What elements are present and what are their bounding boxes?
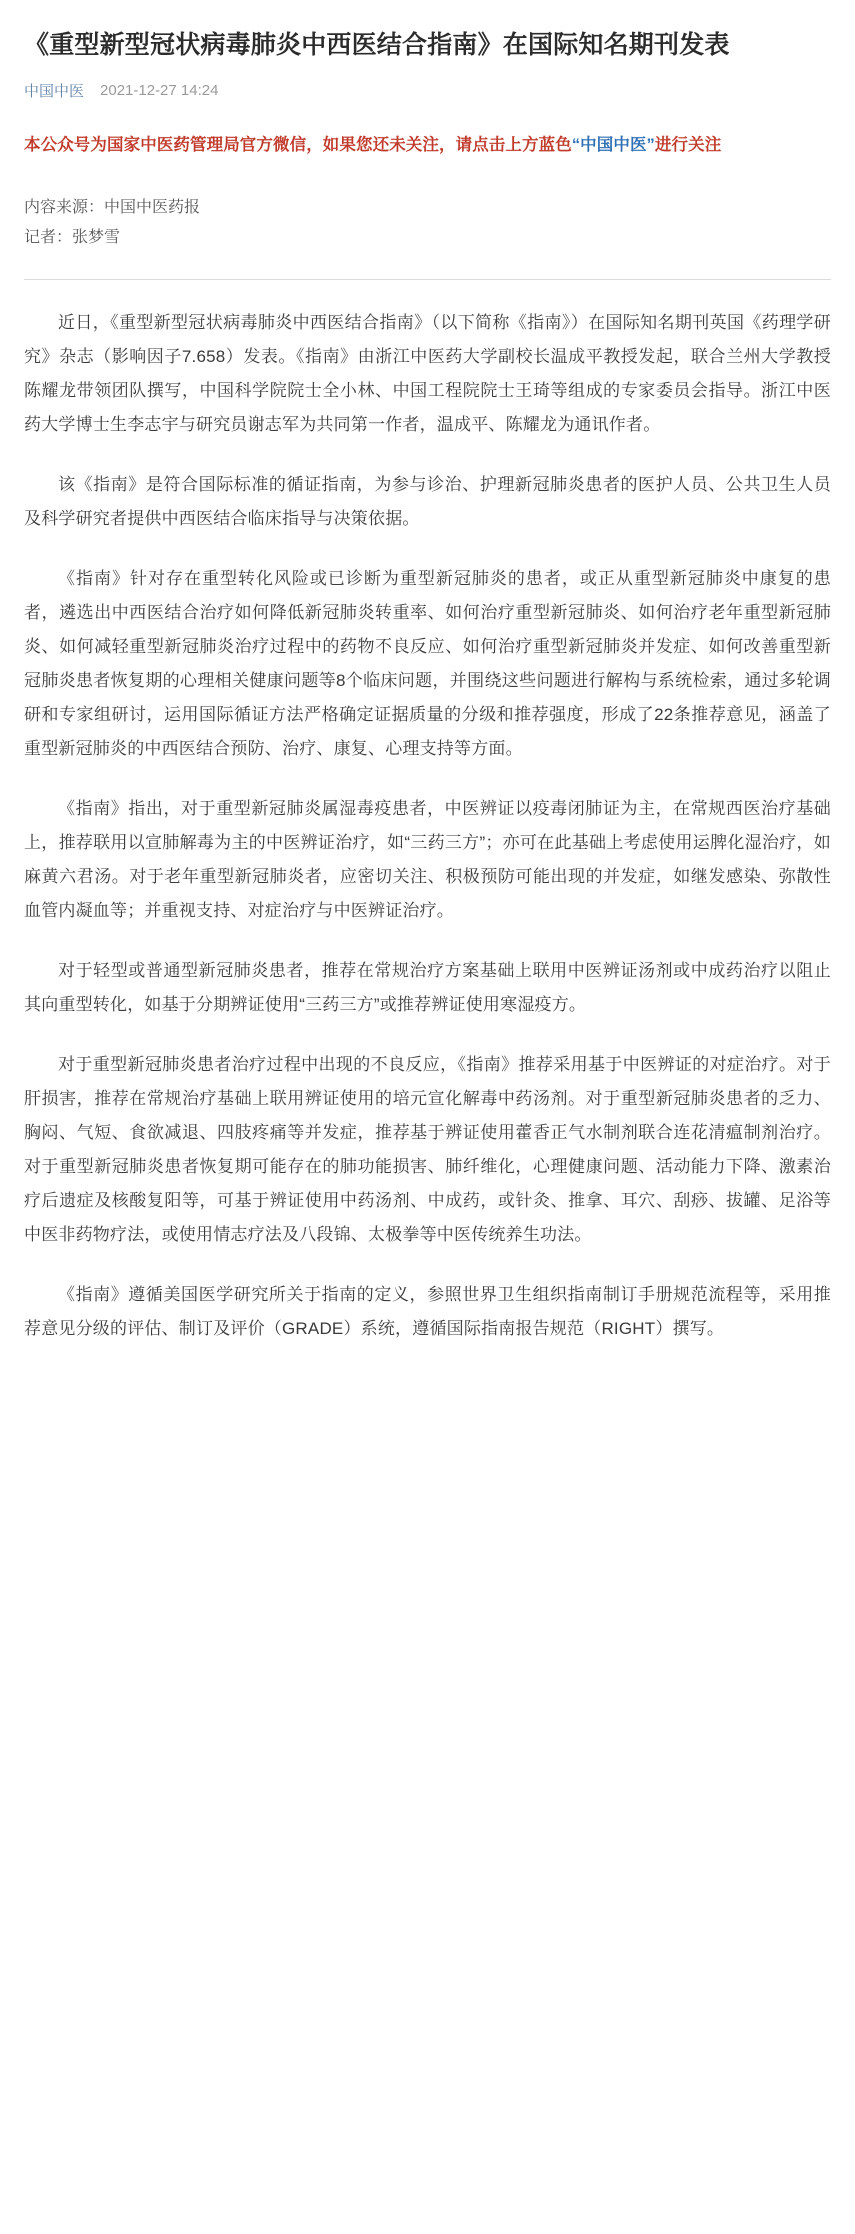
article-paragraph: 对于轻型或普通型新冠肺炎患者，推荐在常规治疗方案基础上联用中医辨证汤剂或中成药治疗以阻止其向重型转化，如基于分期辨证使用“三药三方”或推荐辨证使用寒湿疫方。 <box>24 961 831 1014</box>
article-meta <box>24 80 831 101</box>
article-body <box>24 306 831 1346</box>
account-name-link[interactable]: 中国中医 <box>24 83 85 100</box>
article-paragraph: 《指南》遵循美国医学研究所关于指南的定义，参照世界卫生组织指南制订手册规范流程等，采用推荐意见分级的评估、制订及评价（GRADE）系统，遵循国际指南报告规范（RIGHT）撰写。 <box>24 1285 831 1338</box>
article-credits <box>24 193 831 253</box>
follow-notice-prefix: 本公众号为国家中医药管理局官方微信，如果您还未关注，请点击上方蓝色 <box>24 136 572 154</box>
follow-notice-account[interactable]: “中国中医” <box>571 136 655 154</box>
credit-reporter: 记者：张梦雪 <box>24 229 121 246</box>
page-title: 《重型新型冠状病毒肺炎中西医结合指南》在国际知名期刊发表 <box>24 31 730 59</box>
content-divider <box>24 279 831 280</box>
article-paragraph: 《指南》指出，对于重型新冠肺炎属湿毒疫患者，中医辨证以疫毒闭肺证为主，在常规西医治疗基础上，推荐联用以宣肺解毒为主的中医辨证治疗，如“三药三方”；亦可在此基础上考虑使用运脾化湿治疗，如麻黄六君汤。对于老年重型新冠肺炎者，应密切关注、积极预防可能出现的并发症，如继发感染、弥散性血管内凝血等；并重视支持、对症治疗与中医辨证治疗。 <box>24 799 831 920</box>
publish-timestamp: 2021-12-27 14:24 <box>100 82 219 99</box>
credit-source: 内容来源：中国中医药报 <box>24 199 201 216</box>
article-paragraph: 近日，《重型新型冠状病毒肺炎中西医结合指南》（以下简称《指南》）在国际知名期刊英国《药理学研究》杂志（影响因子7.658）发表。《指南》由浙江中医药大学副校长温成平教授发起，联合兰州大学教授陈耀龙带领团队撰写，中国科学院院士全小林、中国工程院院士王琦等组成的专家委员会指导。浙江中医药大学博士生李志宇与研究员谢志军为共同第一作者，温成平、陈耀龙为通讯作者。 <box>24 313 831 434</box>
follow-notice-suffix: 进行关注 <box>654 136 722 154</box>
follow-notice <box>24 131 831 159</box>
article-paragraph: 《指南》针对存在重型转化风险或已诊断为重型新冠肺炎的患者，或正从重型新冠肺炎中康复的患者，遴选出中西医结合治疗如何降低新冠肺炎转重率、如何治疗重型新冠肺炎、如何治疗老年重型新冠肺炎、如何减轻重型新冠肺炎治疗过程中的药物不良反应、如何治疗重型新冠肺炎并发症、如何改善重型新冠肺炎患者恢复期的心理相关健康问题等8个临床问题，并围绕这些问题进行解构与系统检索，通过多轮调研和专家组研讨，运用国际循证方法严格确定证据质量的分级和推荐强度，形成了22条推荐意见，涵盖了重型新冠肺炎的中西医结合预防、治疗、康复、心理支持等方面。 <box>24 569 831 758</box>
article-paragraph: 该《指南》是符合国际标准的循证指南，为参与诊治、护理新冠肺炎患者的医护人员、公共卫生人员及科学研究者提供中西医结合临床指导与决策依据。 <box>24 475 831 528</box>
article-paragraph: 对于重型新冠肺炎患者治疗过程中出现的不良反应，《指南》推荐采用基于中医辨证的对症治疗。对于肝损害，推荐在常规治疗基础上联用辨证使用的培元宣化解毒中药汤剂。对于重型新冠肺炎患者的乏力、胸闷、气短、食欲减退、四肢疼痛等并发症，推荐基于辨证使用藿香正气水制剂联合连花清瘟制剂治疗。对于重型新冠肺炎患者恢复期可能存在的肺功能损害、肺纤维化，心理健康问题、活动能力下降、激素治疗后遗症及核酸复阳等，可基于辨证使用中药汤剂、中成药，或针灸、推拿、耳穴、刮痧、拔罐、足浴等中医非药物疗法，或使用情志疗法及八段锦、太极拳等中医传统养生功法。 <box>24 1055 831 1244</box>
